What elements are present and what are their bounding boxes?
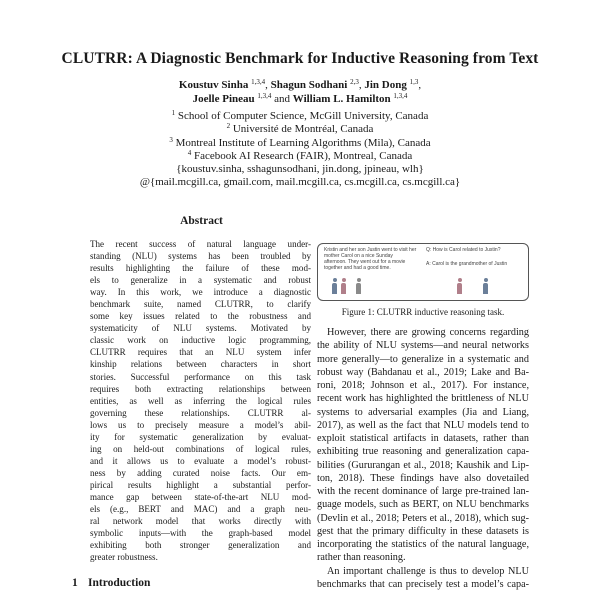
- abstract-line: results highlighting the failure of these mod-: [90, 263, 311, 274]
- body-line: 2017), as well as the fact that NLU models tend to: [317, 419, 529, 431]
- person-icon: [457, 278, 462, 294]
- authors-line-2: Joelle Pineau $^{1,3,4}$ and William L. Hamilton $^{1,3,4}$: [192, 92, 408, 105]
- abstract-line: els to generalize in a systematic and robust: [90, 275, 311, 286]
- body-line: incorporating the statistics of the natural language,: [317, 539, 529, 550]
- body-line: (Devlin et al., 2018; Peters et al., 2018), which sug-: [317, 512, 529, 524]
- body-line: exhibiting true reasoning and generalization capa-: [317, 446, 529, 458]
- figure-qa-line: Q: How is Carol related to Justin?: [426, 247, 501, 253]
- figure-1: [317, 243, 529, 301]
- person-icon: [356, 278, 361, 294]
- figure-question-answer: [426, 247, 526, 275]
- body-line: gest that the primary difficulty in these datasets is: [317, 525, 529, 537]
- abstract-line: pirical results highlight a substantial perfor-: [90, 479, 311, 490]
- body-line: ton, 2018). These findings have also dovetailed: [317, 472, 529, 484]
- abstract-line: exhibiting both stronger generalization and: [90, 540, 311, 551]
- abstract-line: benchmark suite, named CLUTRR, to clarify: [90, 299, 311, 310]
- person-icon: [332, 278, 337, 294]
- email-line: {koustuv.sinha, sshagunsodhani, jin.dong, jpineau, wlh}: [176, 163, 424, 176]
- abstract-line: lows us to precisely measure a model’s abil-: [90, 419, 311, 430]
- figure-story-line: Kristin and her son Justin went to visit her: [324, 247, 417, 253]
- figure-story-line: mother Carol on a nice Sunday: [324, 253, 393, 259]
- abstract-heading: Abstract: [180, 215, 223, 227]
- author: Joelle Pineau $^{1,3,4}$: [192, 92, 272, 105]
- abstract-line: symbolic inputs—with the graph-based model: [90, 528, 311, 539]
- abstract-line: governing these relationships. CLUTRR al-: [90, 407, 311, 418]
- abstract-line: classic work on inductive logic programming,: [90, 335, 311, 346]
- abstract-line: ity for systematic generalization by evaluat-: [90, 431, 311, 442]
- abstract-line: stories. Successful performance on this task: [90, 371, 311, 382]
- person-icon: [341, 278, 346, 294]
- body-line: rather than reasoning.: [317, 552, 406, 564]
- figure-qa-line: A: Carol is the grandmother of Justin: [426, 261, 508, 267]
- section-heading-introduction: 1 Introduction: [72, 577, 151, 589]
- abstract-line: entities, as well as inferring the logical rules: [90, 395, 311, 406]
- abstract-line: The recent success of natural language under-: [90, 239, 311, 249]
- body-line: recent work has highlighted the brittleness of NLU: [317, 393, 529, 405]
- body-line: the ability of NLU systems—and neural networks: [317, 340, 529, 352]
- figure-story-line: afternoon. They went out for a movie: [324, 259, 406, 265]
- email-line: @{mail.mcgill.ca, gmail.com, mail.mcgill.ca, cs.mcgill.ca, cs.mcgill.ca}: [139, 176, 461, 189]
- person-icon: [483, 278, 488, 294]
- author-list: [0, 78, 600, 106]
- author: Shagun Sodhani $^{2,3}$: [270, 78, 359, 91]
- abstract-line: els (e.g., BERT and MAC) and a graph neu-: [90, 504, 311, 515]
- abstract-line: CLUTRR requires that an NLU system infer: [90, 347, 311, 358]
- abstract-line: ral network model that works directly with: [90, 516, 311, 527]
- figure-caption: Figure 1: CLUTRR inductive reasoning task.: [341, 307, 505, 317]
- figure-story-text: [324, 247, 424, 271]
- body-line: An important challenge is thus to develop NLU: [327, 565, 529, 577]
- abstract-line: kinship relations between characters in short: [90, 359, 311, 370]
- abstract-line: way. In this work, we introduce a diagnostic: [90, 287, 311, 298]
- body-line: guage models, such as BERT, on NLU benchmarks: [317, 499, 529, 511]
- abstract-line: some key issues related to the robustness and: [90, 311, 311, 322]
- body-line: with the recent dominance of large pre-trained lan-: [317, 486, 529, 497]
- author: William L. Hamilton $^{1,3,4}$: [292, 92, 408, 105]
- abstract-body: [90, 238, 311, 563]
- authors-line-1: Koustuv Sinha $^{1,3,4}$, Shagun Sodhani $^{2,3}$, Jin Dong $^{1,3}$,: [178, 78, 422, 91]
- affiliation: $^3$ Montreal Institute of Learning Algorithms (Mila), Canada: [169, 135, 431, 149]
- paper-title: CLUTRR: A Diagnostic Benchmark for Inductive Reasoning from Text: [61, 50, 539, 67]
- right-column-body: [317, 326, 529, 591]
- abstract-line: greater robustness.: [90, 552, 158, 563]
- abstract-line: standing (NLU) systems has been troubled by: [90, 251, 311, 262]
- body-line: robust way (Bahdanau et al., 2019; Lake and Ba-: [317, 366, 529, 378]
- body-line: systems to adversarial examples (Jia and Liang,: [317, 406, 529, 418]
- author: Koustuv Sinha $^{1,3,4}$: [178, 78, 266, 91]
- abstract-line: systematicity of NLU systems. Motivated by: [90, 323, 311, 334]
- author: Jin Dong $^{1,3}$: [364, 78, 419, 91]
- body-line: more generally—to generalize in a systematic and: [317, 353, 529, 365]
- abstract-line: requires both extracting relationships between: [90, 383, 311, 394]
- figure-story-line: together and had a good time.: [324, 265, 391, 271]
- body-line: bilities (Gururangan et al., 2018; Kaushik and Lip-: [317, 459, 529, 471]
- affiliation: $^1$ School of Computer Science, McGill University, Canada: [171, 109, 429, 122]
- body-line: roni, 2018; Johnson et al., 2017). For instance,: [317, 380, 529, 391]
- body-line: benchmarks that can precisely test a model’s capa-: [317, 578, 529, 590]
- affiliations: [0, 110, 600, 190]
- affiliation: $^4$ Facebook AI Research (FAIR), Montreal, Canada: [187, 148, 413, 162]
- body-line: However, there are growing concerns regarding: [327, 327, 529, 338]
- affiliation: $^2$ Université de Montréal, Canada: [226, 122, 374, 136]
- abstract-line: ing on held-out combinations of logical rules,: [90, 443, 311, 454]
- body-line: exploit statistical artifacts in datasets, rather than: [317, 433, 529, 444]
- abstract-line: ness by adding curated noise facts. Our em-: [90, 467, 311, 478]
- abstract-line: mance gap between state-of-the-art NLU mod-: [90, 491, 311, 502]
- abstract-line: and it allows us to evaluate a model’s robust-: [90, 455, 311, 466]
